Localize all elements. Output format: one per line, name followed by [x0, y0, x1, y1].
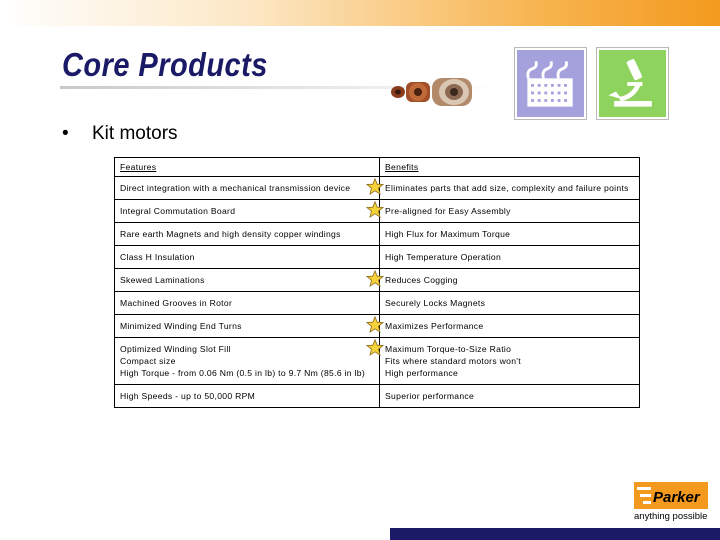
feature-cell: Direct integration with a mechanical transmission device [115, 177, 380, 200]
table-row [115, 292, 640, 315]
benefit-cell: Securely Locks Magnets [380, 292, 640, 315]
benefit-cell: Maximum Torque-to-Size Ratio Fits where standard motors won't High performance [380, 338, 640, 385]
feature-cell: Skewed Laminations [115, 269, 380, 292]
star-icon [366, 201, 384, 218]
svg-text:Parker: Parker [653, 489, 700, 506]
table-header-row [115, 158, 640, 177]
table-row [115, 385, 640, 408]
slide-title: Core Products [62, 46, 268, 83]
bullet-kit-motors: Kit motors [92, 123, 178, 144]
feature-cell: Optimized Winding Slot Fill Compact size High Torque - from 0.06 Nm (0.5 in lb) to 9.7 Nm (85.6 in lb) [115, 338, 380, 385]
feature-cell: Integral Commutation Board [115, 200, 380, 223]
benefit-cell: Maximizes Performance [380, 315, 640, 338]
header-benefits: Benefits [380, 158, 640, 177]
table-row [115, 246, 640, 269]
star-icon [366, 178, 384, 195]
factory-icon [515, 48, 586, 119]
benefit-cell: Eliminates parts that add size, complexity and failure points [380, 177, 640, 200]
star-icon [366, 270, 384, 287]
bottom-brand-bar [390, 528, 720, 540]
kit-motor-image [388, 72, 480, 110]
bullet-marker: • [62, 123, 69, 144]
feature-cell: High Speeds - up to 50,000 RPM [115, 385, 380, 408]
feature-cell: Machined Grooves in Rotor [115, 292, 380, 315]
benefit-cell: Superior performance [380, 385, 640, 408]
benefit-cell: High Flux for Maximum Torque [380, 223, 640, 246]
feature-cell: Rare earth Magnets and high density copper windings [115, 223, 380, 246]
brand-tagline: anything possible [634, 511, 708, 522]
header-features: Features [115, 158, 380, 177]
benefit-cell: Reduces Cogging [380, 269, 640, 292]
feature-cell: Class H Insulation [115, 246, 380, 269]
table-row [115, 223, 640, 246]
feature-cell: Minimized Winding End Turns [115, 315, 380, 338]
star-icon [366, 339, 384, 356]
microscope-icon [597, 48, 668, 119]
benefit-cell: High Temperature Operation [380, 246, 640, 269]
parker-logo [634, 482, 708, 509]
benefit-cell: Pre-aligned for Easy Assembly [380, 200, 640, 223]
star-icon [366, 316, 384, 333]
top-gradient-band [0, 0, 720, 26]
